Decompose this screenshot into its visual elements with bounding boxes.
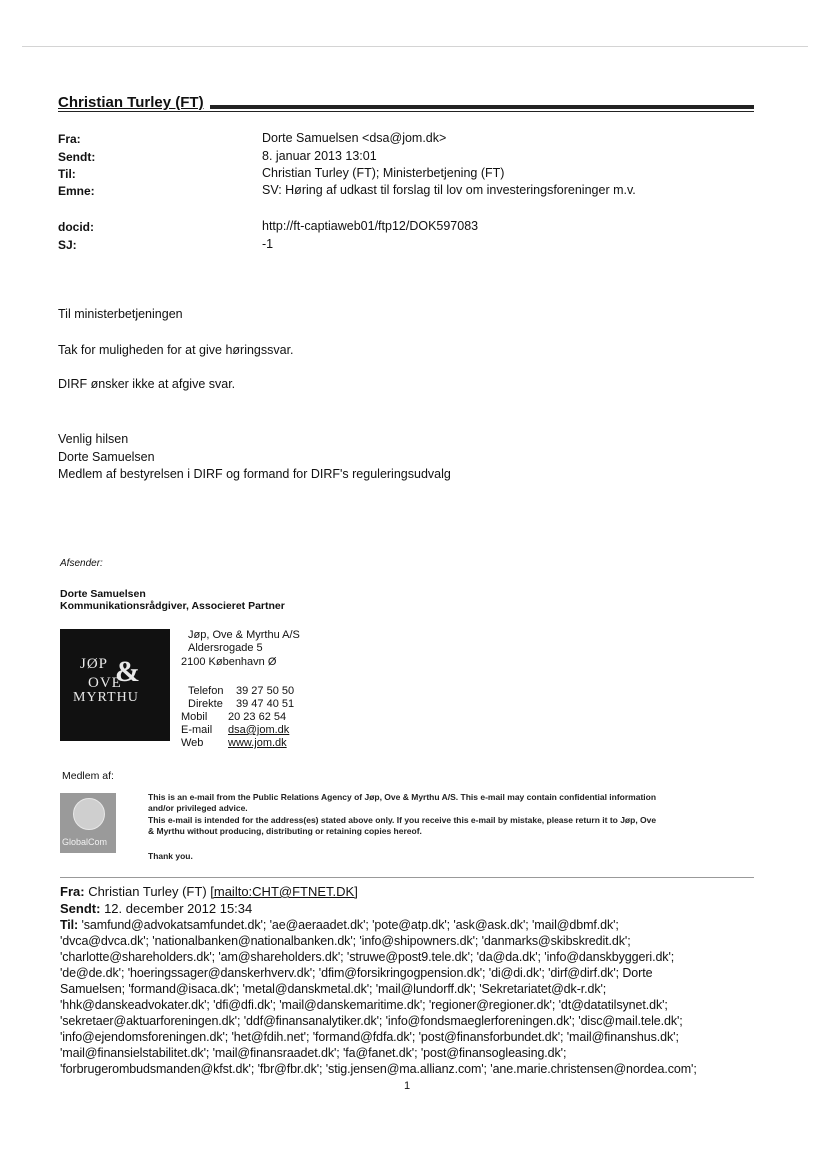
forwarded-til-label: Til: [60, 918, 79, 932]
recipient-line: 'forbrugerombudsmanden@kfst.dk'; 'fbr@fbr.dk'; 'stig.jensen@ma.allianz.com'; 'ane.marie.christensen@nordea.com'; [60, 1062, 697, 1076]
company-city: 2100 København Ø [181, 656, 277, 668]
header-label-til: Til: [58, 167, 76, 181]
body-line-2: DIRF ønsker ikke at afgive svar. [58, 377, 236, 391]
header-value-docid: http://ft-captiaweb01/ftp12/DOK597083 [262, 219, 479, 233]
recipient-line: 'dvca@dvca.dk'; 'nationalbanken@nationalbanken.dk'; 'info@shipowners.dk'; 'danmarks@skibskredit.dk'; [60, 934, 631, 948]
signature-role: Kommunikationsrådgiver, Associeret Partner [60, 600, 285, 612]
forwarded-fra-value: Christian Turley (FT) [88, 884, 211, 899]
body-line-1: Tak for muligheden for at give høringssvar. [58, 343, 294, 357]
globalcom-logo-text: GlobalCom [62, 837, 108, 847]
logo-text-3: MYRTHU [73, 690, 139, 705]
header-label-fra: Fra: [58, 132, 81, 146]
logo-text-2: OVE [88, 675, 122, 691]
logo-text-1: JØP [80, 656, 109, 672]
forwarded-sendt [60, 901, 252, 916]
signature-name: Dorte Samuelsen [60, 588, 146, 600]
page-number: 1 [404, 1080, 411, 1092]
contact-email-link[interactable] [228, 724, 289, 736]
recipient-line: 'sekretaer@aktuarforeningen.dk'; 'ddf@finansanalytiker.dk'; 'info@fondsmaeglerforeningen.dk'; 'disc@mail.tele.dk'; [60, 1014, 683, 1028]
contact-value-telefon: 39 27 50 50 [236, 685, 295, 697]
disclaimer-line-2: and/or privileged advice. [148, 803, 248, 813]
recipient-line-text: 'samfund@advokatsamfundet.dk'; 'ae@aeraadet.dk'; 'pote@atp.dk'; 'ask@ask.dk'; 'mail@dbmf.dk'; [78, 918, 619, 932]
recipient-line: 'hhk@danskeadvokater.dk'; 'dfi@dfi.dk'; 'mail@danskemaritime.dk'; 'regioner@regioner.dk'; 'dt@datatilsynet.dk'; [60, 998, 668, 1012]
globalcom-logo [60, 793, 116, 853]
document-title: Christian Turley (FT) [58, 94, 204, 111]
disclaimer-thank-you: Thank you. [148, 851, 193, 861]
disclaimer-line-4: & Myrthu without producing, distributing or retaining copies hereof. [148, 826, 422, 836]
forwarded-separator [60, 877, 754, 878]
contact-value-email[interactable]: dsa@jom.dk [228, 724, 290, 736]
header-label-docid: docid: [58, 220, 94, 234]
body-sender-title: Medlem af bestyrelsen i DIRF og formand for DIRF's reguleringsudvalg [58, 467, 451, 481]
contact-label-mobil: Mobil [181, 711, 208, 723]
recipient-line: 'de@de.dk'; 'hoeringssager@danskerhverv.dk'; 'dfim@forsikringogpension.dk'; 'di@di.dk'; 'dirf@dirf.dk'; Dorte [60, 966, 653, 980]
recipient-line: Samuelsen; 'formand@isaca.dk'; 'metal@danskmetal.dk'; 'mail@lundorff.dk'; 'Sekretariatet@dk-r.dk'; [60, 982, 607, 996]
company-name: Jøp, Ove & Myrthu A/S [188, 629, 300, 641]
title-underline-thin [58, 111, 754, 112]
body-greeting: Til ministerbetjeningen [58, 307, 183, 321]
header-label-sendt: Sendt: [58, 150, 96, 164]
header-value-sendt: 8. januar 2013 13:01 [262, 149, 377, 163]
header-value-fra: Dorte Samuelsen <dsa@jom.dk> [262, 131, 447, 145]
forwarded-sendt-label: Sendt: [60, 901, 101, 916]
top-rule [22, 46, 808, 47]
afsender-label: Afsender: [60, 558, 103, 569]
contact-value-mobil: 20 23 62 54 [228, 711, 287, 723]
body-closing: Venlig hilsen [58, 432, 129, 446]
header-label-emne: Emne: [58, 184, 95, 198]
medlem-label: Medlem af: [62, 770, 114, 782]
globe-icon [73, 798, 105, 830]
forwarded-fra [60, 884, 358, 899]
contact-value-web[interactable]: www.jom.dk [228, 737, 287, 749]
company-logo [60, 629, 170, 741]
contact-label-email: E-mail [181, 724, 213, 736]
body-sender-name: Dorte Samuelsen [58, 450, 155, 464]
forwarded-fra-mailto-link[interactable]: [mailto:CHT@FTNET.DK] [210, 884, 358, 899]
disclaimer-line-1: This is an e-mail from the Public Relations Agency of Jøp, Ove & Myrthu A/S. This e-mail may contain confidential information [148, 792, 657, 802]
disclaimer-line-3: This e-mail is intended for the address(es) stated above only. If you receive this e-mail by mistake, please return it to Jøp, Ove [148, 815, 657, 825]
header-value-emne: SV: Høring af udkast til forslag til lov om investeringsforeninger m.v. [262, 183, 636, 197]
recipient-line: 'info@ejendomsforeningen.dk'; 'het@fdih.net'; 'formand@fdfa.dk'; 'post@finansforbundet.dk'; 'mail@finanshus.dk'; [60, 1030, 679, 1044]
recipient-line: 'charlotte@shareholders.dk'; 'am@shareholders.dk'; 'struwe@post9.tele.dk'; 'da@da.dk'; 'info@danskbyggeri.dk'; [60, 950, 675, 964]
recipient-line [60, 918, 619, 932]
forwarded-sendt-value: 12. december 2012 15:34 [104, 901, 253, 916]
logo-ampersand: & [115, 655, 140, 688]
header-label-sj: SJ: [58, 238, 77, 252]
title-underline-bar [210, 105, 754, 109]
forwarded-fra-label: Fra: [60, 884, 85, 899]
header-value-sj: -1 [262, 237, 274, 251]
contact-value-direkte: 39 47 40 51 [236, 698, 295, 710]
recipient-line: 'mail@finansielstabilitet.dk'; 'mail@finansraadet.dk'; 'fa@fanet.dk'; 'post@finansogleasing.dk'; [60, 1046, 567, 1060]
contact-label-web: Web [181, 737, 204, 749]
company-street: Aldersrogade 5 [188, 642, 263, 654]
contact-label-telefon: Telefon [188, 685, 224, 697]
header-value-til: Christian Turley (FT); Ministerbetjening (FT) [262, 166, 505, 180]
contact-web-link[interactable] [228, 737, 287, 749]
contact-label-direkte: Direkte [188, 698, 223, 710]
